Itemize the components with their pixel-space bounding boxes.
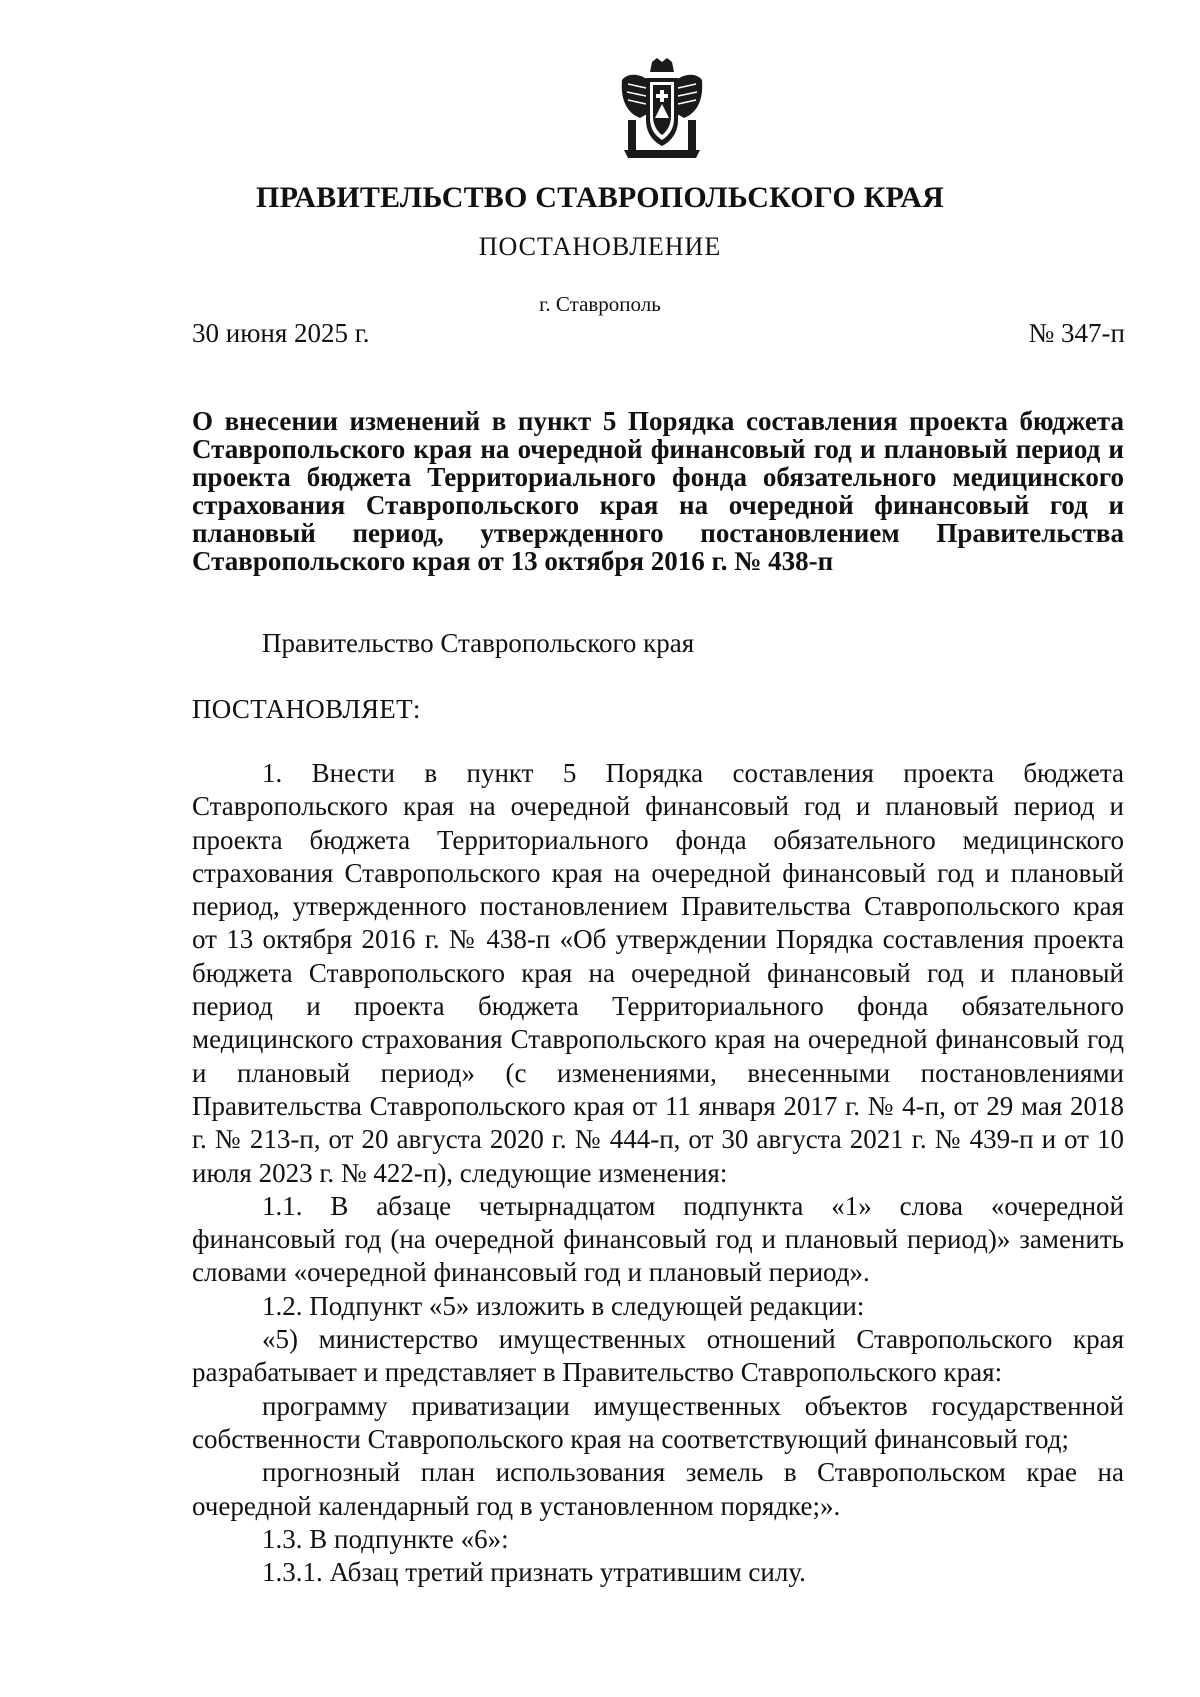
paragraph: 1.3.1. Абзац третий признать утратившим силу. (262, 1557, 806, 1588)
paragraph: 1. Внести в пункт 5 Порядка составления проекта бюджета Ставропольского края на очередной финансовый год и плановый период и проекта бюджета Территориального фонда обязательного медицинского страхования Ставропольского края на очередной финансовый год и плановый период, утвержденного постановлением Правительства Ставропольского края от 13 октября 2016 г. № 438-п «Об утверждении Порядка составления проекта бюджета Ставропольского края на очередной финансовый год и плановый период и проекта бюджета Территориального фонда обязательного медицинского страхования Ставропольского края на очередной финансовый год и плановый период» (с изменениями, внесенными постановлениями Правительства Ставропольского края от 11 января 2017 г. № 4-п, от 29 мая 2018 г. № 213-п, от 20 августа 2020 г. № 444-п, от 30 августа 2021 г. № 439-п и от 10 июля 2023 г. № 422-п), следующие изменения: (192, 758, 1124, 1188)
paragraph: 1.2. Подпункт «5» изложить в следующей редакции: (262, 1290, 865, 1321)
document-number: № 347-п (1028, 318, 1125, 348)
paragraph: прогнозный план использования земель в Ставропольском крае на очередной календарный год в установленном порядке;». (192, 1457, 1124, 1521)
document-date: 30 июня 2025 г. (192, 318, 370, 348)
city-of-issue: г. Ставрополь (539, 292, 661, 316)
decree-word: ПОСТАНОВЛЯЕТ: (192, 694, 421, 724)
document-body (192, 757, 1124, 1589)
coat-of-arms-emblem (618, 58, 706, 160)
authority-title: ПРАВИТЕЛЬСТВО СТАВРОПОЛЬСКОГО КРАЯ (256, 181, 944, 214)
document-subject: О внесении изменений в пункт 5 Порядка составления проекта бюджета Ставропольского края на очередной финансовый год и плановый период и проекта бюджета Территориального фонда обязательного медицинского страхования Ставропольского края на очередной финансовый год и плановый период, утвержденного постановлением Правительства Ставропольского края от 13 октября 2016 г. № 438-п (192, 406, 1124, 576)
preamble: Правительство Ставропольского края (262, 628, 695, 658)
paragraph: «5) министерство имущественных отношений Ставропольского края разрабатывает и представляет в Правительство Ставропольского края: (192, 1324, 1124, 1388)
paragraph: 1.1. В абзаце четырнадцатом подпункта «1» слова «очередной финансовый год (на очередной финансовый год и плановый период)» заменить словами «очередной финансовый год и плановый период». (192, 1190, 1124, 1288)
paragraph: программу приватизации имущественных объектов государственной собственности Ставропольского края на соответствующий финансовый год; (192, 1390, 1124, 1454)
paragraph: 1.3. В подпункте «6»: (262, 1523, 509, 1554)
document-type: ПОСТАНОВЛЕНИЕ (478, 232, 722, 261)
